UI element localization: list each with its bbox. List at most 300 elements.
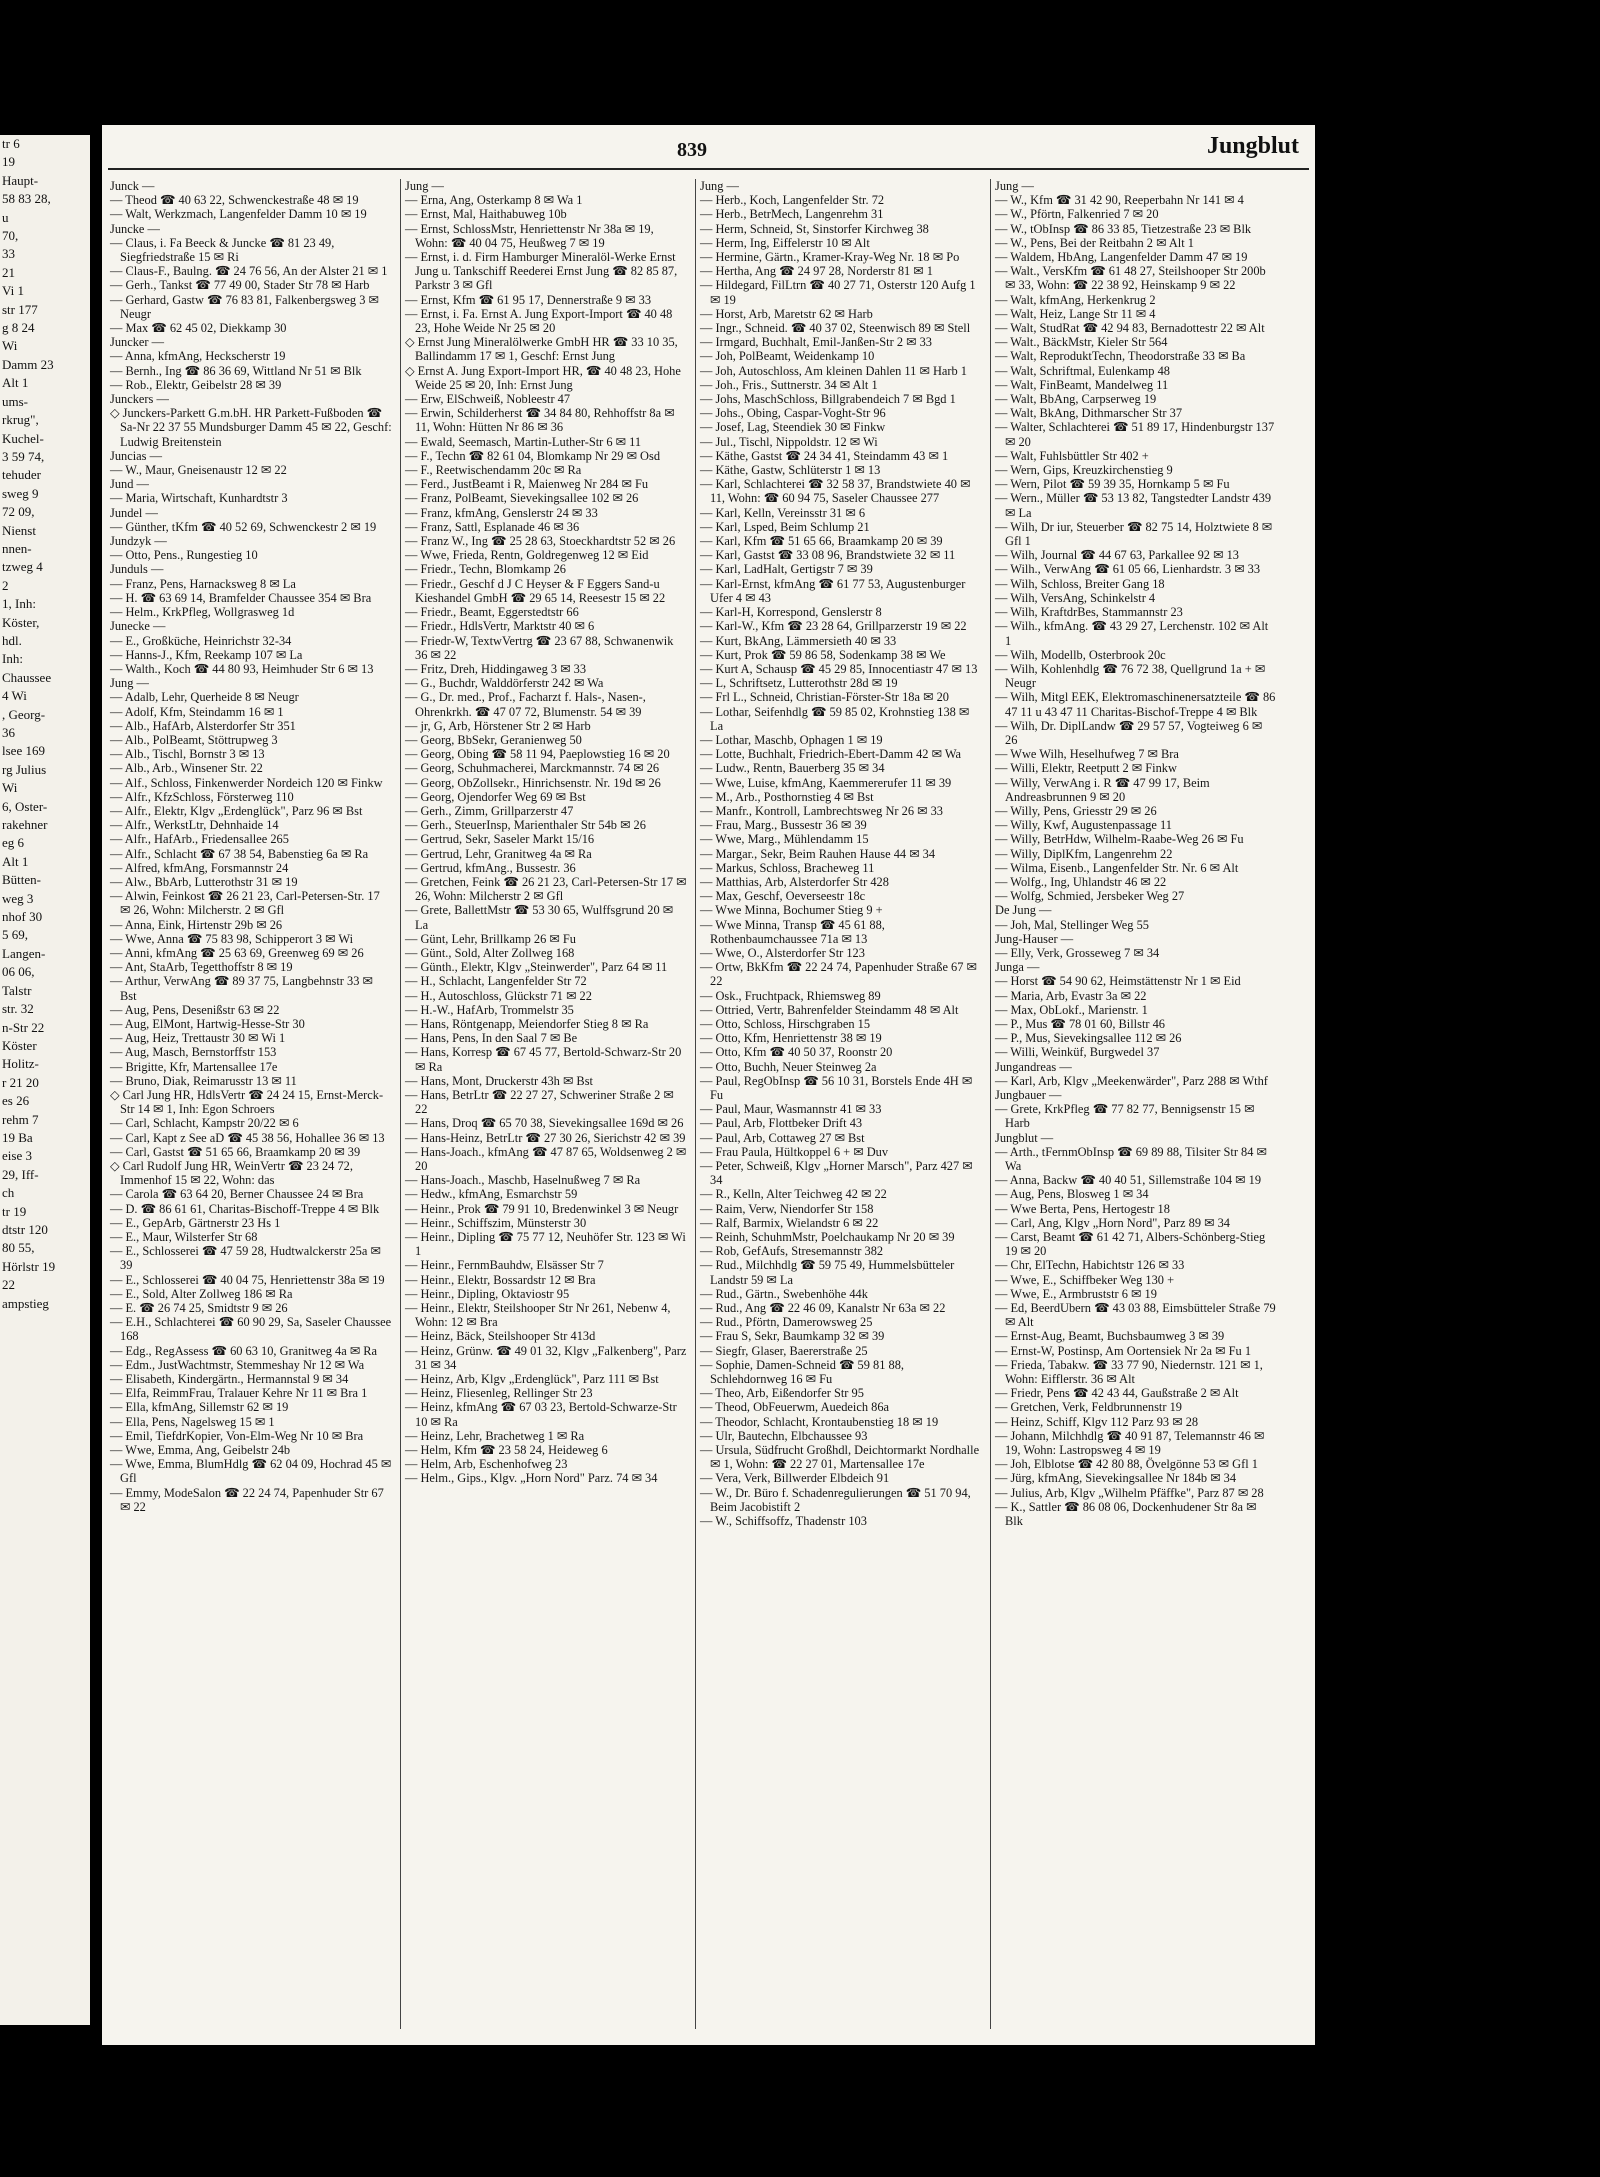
directory-entry: ◇ Junckers-Parkett G.m.bH. HR Parkett-Fußboden ☎ Sa-Nr 22 37 55 Mundsburger Damm 45 ✉ 22, Geschf: Ludwig Breitenstein	[110, 406, 392, 449]
directory-entry: — Alfr., Schlacht ☎ 67 38 54, Babenstieg 6a ✉ Ra	[110, 846, 369, 861]
directory-entry: — Walt., VersKfm ☎ 61 48 27, Steilshooper Str 200b ✉ 33, Wohn: ☎ 22 38 92, Heinskamp 9 ✉ 22	[995, 264, 1266, 293]
directory-entry: — Frl L., Schneid, Christian-Förster-Str 18a ✉ 20	[700, 690, 949, 705]
directory-entry: — P., Mus ☎ 78 01 60, Billstr 46	[995, 1016, 1165, 1031]
directory-entry: Jundel —	[110, 505, 158, 520]
left-page-text-fragment: es 26	[2, 1093, 30, 1109]
left-page-text-fragment: eise 3	[2, 1148, 32, 1164]
directory-entry: — Frieda, Tabakw. ☎ 33 77 90, Niedernstr. 121 ✉ 1, Wohn: Eifflerstr. 36 ✉ Alt	[995, 1357, 1263, 1387]
directory-entry: — Gerhard, Gastw ☎ 76 83 81, Falkenbergsweg 3 ✉ Neugr	[110, 292, 379, 321]
directory-entry: — F., Reetwischendamm 20c ✉ Ra	[405, 463, 582, 478]
directory-entry: — Alb., PolBeamt, Stöttrupweg 3	[110, 732, 278, 747]
directory-entry: — Joh, Autoschloss, Am kleinen Dahlen 11 ✉ Harb 1	[700, 363, 968, 378]
left-page-text-fragment: 70,	[2, 228, 19, 244]
directory-entry: — Karl, Gastst ☎ 33 08 96, Brandstwiete 32 ✉ 11	[700, 548, 956, 563]
directory-entry: — Georg, Obing ☎ 58 11 94, Paeplowstieg 16 ✉ 20	[405, 747, 670, 762]
directory-entry: Juncke —	[110, 221, 160, 236]
directory-entry: — Friedr, Pens ☎ 42 43 44, Gaußstraße 2 ✉ Alt	[995, 1386, 1239, 1401]
directory-entry: — Johs., Obing, Caspar-Voght-Str 96	[700, 406, 886, 421]
column-1	[110, 179, 392, 1514]
directory-entry: ◇ Ernst A. Jung Export-Import HR, ☎ 40 48 23, Hohe Weide 25 ✉ 20, Inh: Ernst Jung	[405, 363, 681, 392]
directory-entry: — Heinz, Arb, Klgv „Erdenglück", Parz 111 ✉ Bst	[405, 1372, 659, 1387]
directory-entry: — Franz, kfmAng, Genslerstr 24 ✉ 33	[405, 505, 598, 520]
directory-entry: Jungblut —	[995, 1130, 1054, 1145]
left-page-text-fragment: ch	[2, 1185, 15, 1201]
directory-entry: — Kurt A, Schausp ☎ 45 29 85, Innocentiastr 47 ✉ 13	[700, 661, 978, 676]
directory-entry: — Hermine, Gärtn., Kramer-Kray-Weg Nr. 18 ✉ Po	[700, 250, 960, 265]
directory-entry: Jungandreas —	[995, 1059, 1072, 1074]
directory-entry: — Wwe, E., Schiffbeker Weg 130 +	[995, 1272, 1175, 1287]
directory-entry: — Aug, Pens, Desenißstr 63 ✉ 22	[110, 1002, 280, 1017]
header-rule	[108, 168, 1309, 170]
directory-entry: — Rud., Pförtn, Damerowsweg 25	[700, 1315, 873, 1330]
left-page-text-fragment: tzweg 4	[2, 559, 43, 575]
directory-entry: — Hans, Korresp ☎ 67 45 77, Bertold-Schwarz-Str 20 ✉ Ra	[405, 1045, 682, 1074]
directory-entry: — Margar., Sekr, Beim Rauhen Hause 44 ✉ 34	[700, 846, 936, 861]
directory-entry: — Karl, Kfm ☎ 51 65 66, Braamkamp 20 ✉ 39	[700, 534, 943, 549]
directory-entry: — Wilh., VerwAng ☎ 61 05 66, Lienhardstr. 3 ✉ 33	[995, 562, 1261, 577]
directory-entry: — Heinz, Grünw. ☎ 49 01 32, Klgv „Falkenberg", Parz 31 ✉ 34	[405, 1343, 687, 1372]
directory-entry: — Walt, Werkzmach, Langenfelder Damm 10 ✉ 19	[110, 207, 367, 222]
directory-entry: — Wern, Gips, Kreuzkirchenstieg 9	[995, 463, 1173, 478]
directory-entry: — Willy, Kwf, Augustenpassage 11	[995, 818, 1172, 833]
directory-entry: — Otto, Kfm ☎ 40 50 37, Roonstr 20	[700, 1045, 893, 1060]
directory-entry: — Ernst, i. d. Firm Hamburger Mineralöl-Werke Ernst Jung u. Tankschiff Reederei Ernst Jung ☎ 82 85 87, Parkstr 3 ✉ Gfl	[405, 250, 678, 293]
directory-entry: — Gretchen, Feink ☎ 26 21 23, Carl-Petersen-Str 17 ✉ 26, Wohn: Milcherstr 2 ✉ Gfl	[405, 874, 687, 904]
directory-entry: — Vera, Verk, Billwerder Elbdeich 91	[700, 1471, 890, 1486]
directory-entry: — Alfr., KfzSchloss, Försterweg 110	[110, 789, 294, 804]
directory-entry: — Kurt, BkAng, Lämmersieth 40 ✉ 33	[700, 633, 897, 648]
directory-entry: — Alb., Arb., Winsener Str. 22	[110, 761, 263, 776]
directory-entry: — Gretchen, Verk, Feldbrunnenstr 19	[995, 1400, 1182, 1415]
left-page-text-fragment: 33	[2, 246, 15, 262]
directory-entry: — Friedr., HdlsVertr, Marktstr 40 ✉ 6	[405, 619, 595, 634]
directory-entry: — W., Pens, Bei der Reitbahn 2 ✉ Alt 1	[995, 235, 1194, 250]
directory-entry: — Elfa, ReimmFrau, Tralauer Kehre Nr 11 ✉ Bra 1	[110, 1386, 368, 1401]
left-page-text-fragment: 3 59 74,	[2, 448, 45, 464]
directory-entry: — F., Techn ☎ 82 61 04, Blomkamp Nr 29 ✉ Osd	[405, 448, 661, 463]
left-page-text-fragment: hdl.	[2, 632, 22, 648]
directory-entry: — Hertha, Ang ☎ 24 97 28, Norderstr 81 ✉ 1	[700, 264, 933, 279]
directory-entry: — Willi, Elektr, Reetputt 2 ✉ Finkw	[995, 761, 1177, 776]
directory-entry: — Julius, Arb, Klgv „Wilhelm Pfäffke", Parz 87 ✉ 28	[995, 1485, 1264, 1500]
directory-entry: ◇ Ernst Jung Mineralölwerke GmbH HR ☎ 33 10 35, Ballindamm 17 ✉ 1, Geschf: Ernst Jung	[405, 335, 678, 364]
directory-entry: — Alw., BbArb, Lutterothstr 31 ✉ 19	[110, 874, 298, 889]
directory-entry: — Wilh., kfmAng. ☎ 43 29 27, Lerchenstr. 102 ✉ Alt 1	[995, 619, 1269, 648]
directory-entry: — Willy, DiplKfm, Langenrehm 22	[995, 846, 1173, 861]
directory-entry: — Adolf, Kfm, Steindamm 16 ✉ 1	[110, 704, 284, 719]
left-page-text-fragment: Holitz-	[2, 1056, 39, 1072]
directory-entry: — Hanns-J., Kfm, Reekamp 107 ✉ La	[110, 647, 303, 662]
directory-entry: — Günt, Lehr, Brillkamp 26 ✉ Fu	[405, 931, 576, 946]
directory-entry: — Gertrud, Lehr, Granitweg 4a ✉ Ra	[405, 846, 592, 861]
directory-entry: ◇ Carl Rudolf Jung HR, WeinVertr ☎ 23 24 72, Immenhof 15 ✉ 22, Wohn: das	[110, 1159, 353, 1188]
directory-entry: — Wilh, Mitgl EEK, Elektromaschinenersatzteile ☎ 86 47 11 u 43 47 11 Charitas-Bischof-Treppe 4 ✉ Blk	[995, 690, 1276, 719]
directory-entry: — Wolfg, Schmied, Jersbeker Weg 27	[995, 889, 1185, 904]
directory-entry: — Alfr., HafArb., Friedensallee 265	[110, 832, 289, 847]
directory-entry: — H., Autoschloss, Glückstr 71 ✉ 22	[405, 988, 592, 1003]
directory-entry: — D. ☎ 86 61 61, Charitas-Bischoff-Treppe 4 ✉ Blk	[110, 1201, 380, 1216]
directory-entry: — Lotte, Buchhalt, Friedrich-Ebert-Damm 42 ✉ Wa	[700, 747, 962, 762]
directory-entry: — Karl, Arb, Klgv „Meekenwärder", Parz 288 ✉ Wthf	[995, 1073, 1268, 1088]
directory-entry: — Peter, Schweiß, Klgv „Horner Marsch", Parz 427 ✉ 34	[700, 1159, 973, 1188]
directory-entry: — Aug, Heiz, Trettaustr 30 ✉ Wi 1	[110, 1031, 286, 1046]
left-page-text-fragment: nhof 30	[2, 909, 43, 925]
directory-entry: Junecke —	[110, 619, 166, 634]
directory-entry: — L, Schriftsetz, Lutterothstr 28d ✉ 19	[700, 676, 898, 691]
directory-entry: — Otto, Pens., Rungestieg 10	[110, 548, 258, 563]
directory-entry: — Günth., Elektr, Klgv „Steinwerder", Parz 64 ✉ 11	[405, 960, 668, 975]
directory-entry: — Erwin, Schilderherst ☎ 34 84 80, Rehhoffstr 8a ✉ 11, Wohn: Hütten Nr 86 ✉ 36	[405, 406, 675, 435]
directory-entry: — Gerh., SteuerInsp, Marienthaler Str 54b ✉ 26	[405, 818, 646, 833]
directory-entry: — E., Maur, Wilsterfer Str 68	[110, 1230, 258, 1245]
directory-entry: — Wwe, Luise, kfmAng, Kaemmererufer 11 ✉ 39	[700, 775, 952, 790]
directory-entry: — Walt, ReproduktTechn, Theodorstraße 33 ✉ Ba	[995, 349, 1246, 364]
directory-entry: — Erna, Ang, Osterkamp 8 ✉ Wa 1	[405, 193, 583, 208]
directory-entry: — Markus, Schloss, Bracheweg 11	[700, 860, 875, 875]
column-divider	[695, 179, 696, 2029]
left-page-text-fragment: str 177	[2, 301, 38, 317]
directory-entry: Juncias —	[110, 448, 162, 463]
directory-entry: — E. ☎ 26 74 25, Smidtstr 9 ✉ 26	[110, 1301, 288, 1316]
directory-entry: — E.H., Schlachterei ☎ 60 90 29, Sa, Saseler Chaussee 168	[110, 1315, 392, 1344]
directory-entry: — Willy, VerwAng i. R ☎ 47 99 17, Beim Andreasbrunnen 9 ✉ 20	[995, 775, 1210, 804]
directory-entry: — Wwe Wilh, Heselhufweg 7 ✉ Bra	[995, 747, 1179, 762]
left-page-text-fragment: eg 6	[2, 835, 25, 851]
directory-entry: — Hans, Droq ☎ 65 70 38, Sievekingsallee 169d ✉ 26	[405, 1116, 684, 1131]
directory-entry: — Anni, kfmAng ☎ 25 63 69, Greenweg 69 ✉ 26	[110, 945, 364, 960]
directory-entry: — Gerh., Zimm, Grillparzerstr 47	[405, 803, 574, 818]
directory-entry: — Ella, Pens, Nagelsweg 15 ✉ 1	[110, 1414, 275, 1429]
directory-entry: — Carola ☎ 63 64 20, Berner Chaussee 24 ✉ Bra	[110, 1187, 364, 1202]
directory-entry: — Georg, Schuhmacherei, Marckmannstr. 74 ✉ 26	[405, 761, 660, 776]
directory-entry: — Helm, Kfm ☎ 23 58 24, Heideweg 6	[405, 1443, 608, 1458]
left-page-text-fragment: weg 3	[2, 890, 34, 906]
directory-entry: — Heinr., Prok ☎ 79 91 10, Bredenwinkel 3 ✉ Neugr	[405, 1201, 679, 1216]
directory-entry: — W., Pförtn, Falkenried 7 ✉ 20	[995, 207, 1159, 222]
directory-entry: Jung —	[995, 179, 1034, 193]
left-page-text-fragment: Nienst	[2, 522, 36, 538]
directory-entry: — jr, G, Arb, Hörstener Str 2 ✉ Harb	[405, 718, 591, 733]
directory-entry: — Fritz, Dreh, Hiddingaweg 3 ✉ 33	[405, 661, 587, 676]
directory-entry: — Ernst, Mal, Haithabuweg 10b	[405, 207, 567, 222]
directory-entry: — Alb., HafArb, Alsterdorfer Str 351	[110, 718, 296, 733]
directory-entry: — Ulr, Bautechn, Elbchaussee 93	[700, 1428, 868, 1443]
directory-entry: — Heinz, Bäck, Steilshooper Str 413d	[405, 1329, 596, 1344]
directory-entry: — Grete, BallettMstr ☎ 53 30 65, Wulffsgrund 20 ✉ La	[405, 903, 674, 932]
left-page-text-fragment: Köster	[2, 1037, 37, 1053]
directory-entry: — Lothar, Maschb, Ophagen 1 ✉ 19	[700, 732, 883, 747]
directory-entry: — Käthe, Gastw, Schlüterstr 1 ✉ 13	[700, 463, 881, 478]
left-page-text-fragment: 21	[2, 264, 15, 280]
left-page-text-fragment: str. 32	[2, 1001, 34, 1017]
directory-entry: — E., Schlosserei ☎ 40 04 75, Henriettenstr 38a ✉ 19	[110, 1272, 385, 1287]
directory-entry: — Hans, Röntgenapp, Meiendorfer Stieg 8 ✉ Ra	[405, 1016, 649, 1031]
directory-entry: — Hans, BetrLtr ☎ 22 27 27, Schweriner Straße 2 ✉ 22	[405, 1088, 674, 1117]
directory-entry: — Maria, Arb, Evastr 3a ✉ 22	[995, 988, 1147, 1003]
directory-entry: — Wilh, Dr. DiplLandw ☎ 29 57 57, Vogteiweg 6 ✉ 26	[995, 718, 1263, 747]
directory-entry: — Franz, Pens, Harnacksweg 8 ✉ La	[110, 576, 296, 591]
left-page-text-fragment: 58 83 28,	[2, 191, 51, 207]
directory-entry: — E., Schlosserei ☎ 47 59 28, Hudtwalckerstr 25a ✉ 39	[110, 1244, 381, 1273]
directory-entry: — Wilh, Schloss, Breiter Gang 18	[995, 576, 1165, 591]
directory-entry: — Wilh, Dr iur, Steuerber ☎ 82 75 14, Holztwiete 8 ✉ Gfl 1	[995, 519, 1273, 549]
directory-entry: — Theod ☎ 40 63 22, Schwenckestraße 48 ✉ 19	[110, 193, 359, 208]
directory-entry: — Claus-F., Baulng. ☎ 24 76 56, An der Alster 21 ✉ 1	[110, 264, 388, 279]
directory-entry: — Herm, Schneid, St, Sinstorfer Kirchweg 38	[700, 221, 929, 236]
left-page-text-fragment: tr 6	[2, 136, 20, 151]
directory-entry: — Walt, Fuhlsbüttler Str 402 +	[995, 448, 1149, 463]
directory-entry: Junduls —	[110, 562, 164, 577]
left-page-text-fragment: tr 19	[2, 1203, 27, 1219]
directory-entry: — Friedr-W, TextwVertrg ☎ 23 67 88, Schwanenwik 36 ✉ 22	[405, 633, 674, 662]
directory-entry: — G., Dr. med., Prof., Facharzt f. Hals-, Nasen-, Ohrenkrkh. ☎ 47 07 72, Blumenstr. 54 ✉ 39	[405, 690, 646, 719]
directory-entry: — Heinr., Schiffszim, Münsterstr 30	[405, 1215, 587, 1230]
directory-entry: — Otto, Kfm, Henriettenstr 38 ✉ 19	[700, 1031, 882, 1046]
directory-entry: — Wwe, Emma, BlumHdlg ☎ 62 04 09, Hochrad 45 ✉ Gfl	[110, 1457, 392, 1486]
left-page-text-fragment: Köster,	[2, 614, 40, 630]
left-page-text-fragment: rg Julius	[2, 761, 47, 777]
directory-entry: — Waldem, HbAng, Langenfelder Damm 47 ✉ 19	[995, 250, 1248, 265]
directory-entry: — Reinh, SchuhmMstr, Poelchaukamp Nr 20 ✉ 39	[700, 1230, 955, 1245]
directory-entry: — Joh, PolBeamt, Weidenkamp 10	[700, 349, 875, 364]
left-page-text-fragment: r 21 20	[2, 1074, 39, 1090]
directory-entry: — Karl-Ernst, kfmAng ☎ 61 77 53, Augustenburger Ufer 4 ✉ 43	[700, 576, 966, 605]
directory-entry: — Herm, Ing, Eiffelerstr 10 ✉ Alt	[700, 235, 870, 250]
directory-entry: — G., Buchdr, Walddörferstr 242 ✉ Wa	[405, 676, 604, 691]
directory-entry: — Joh, Mal, Stellinger Weg 55	[995, 917, 1149, 932]
left-page-text-fragment: tehuder	[2, 467, 41, 483]
directory-entry: — Irmgard, Buchhalt, Emil-Janßen-Str 2 ✉ 33	[700, 335, 932, 350]
left-page-text-fragment: sweg 9	[2, 485, 39, 501]
directory-entry: Jung-Hauser —	[995, 931, 1074, 946]
left-page-text-fragment: 1, Inh:	[2, 596, 36, 612]
directory-entry: — Herb., Koch, Langenfelder Str. 72	[700, 193, 885, 208]
left-page-text-fragment: rakehner	[2, 817, 48, 833]
directory-entry: — Walt., BäckMstr, Kieler Str 564	[995, 335, 1168, 350]
directory-entry: — Max ☎ 62 45 02, Diekkamp 30	[110, 321, 287, 336]
directory-entry: — W., Dr. Büro f. Schadenregulierungen ☎ 51 70 94, Beim Jacobistift 2	[700, 1485, 971, 1514]
directory-entry: — Joh., Fris., Suttnerstr. 34 ✉ Alt 1	[700, 377, 878, 392]
directory-entry: Jundzyk —	[110, 534, 167, 549]
directory-entry: — Anna, Backw ☎ 40 40 51, Sillemstraße 104 ✉ 19	[995, 1173, 1262, 1188]
directory-entry: — Grete, KrkPfleg ☎ 77 82 77, Bennigsenstr 15 ✉ Harb	[995, 1102, 1255, 1131]
directory-entry: — Max, ObLokf., Marienstr. 1	[995, 1002, 1148, 1017]
directory-entry: — Karl-W., Kfm ☎ 23 28 64, Grillparzerstr 19 ✉ 22	[700, 619, 967, 634]
directory-entry: — Aug, Masch, Bernstorffstr 153	[110, 1045, 277, 1060]
directory-entry: — Wwe, O., Alsterdorfer Str 123	[700, 945, 865, 960]
directory-entry: — Carl, Schlacht, Kampstr 20/22 ✉ 6	[110, 1116, 299, 1131]
directory-entry: — Carl, Kapt z See aD ☎ 45 38 56, Hohallee 36 ✉ 13	[110, 1130, 385, 1145]
left-page-text-fragment: dtstr 120	[2, 1221, 48, 1237]
column-divider	[990, 179, 991, 2029]
directory-entry: — Hildegard, FilLtrn ☎ 40 27 71, Osterstr 120 Aufg 1 ✉ 19	[700, 278, 976, 307]
directory-entry: — Anna, kfmAng, Heckscherstr 19	[110, 349, 286, 364]
directory-entry: — Wolfg., Ing, Uhlandstr 46 ✉ 22	[995, 874, 1167, 889]
left-page-text-fragment: u	[2, 209, 9, 225]
directory-entry: — Josef, Lag, Steendiek 30 ✉ Finkw	[700, 420, 886, 435]
directory-entry: — H. ☎ 63 69 14, Bramfelder Chaussee 354 ✉ Bra	[110, 590, 372, 605]
directory-entry: — Ernst-W, Postinsp, Am Oortensiek Nr 2a ✉ Fu 1	[995, 1343, 1252, 1358]
directory-entry: — Helm, Arb, Eschenhofweg 23	[405, 1457, 568, 1472]
running-head: Jungblut	[1206, 133, 1299, 159]
directory-entry: — Karl, Kelln, Vereinsstr 31 ✉ 6	[700, 505, 866, 520]
directory-entry: — E., Großküche, Heinrichstr 32-34	[110, 633, 292, 648]
directory-entry: — Heinr., Elektr, Steilshooper Str Nr 261, Nebenw 4, Wohn: 12 ✉ Bra	[405, 1301, 671, 1330]
directory-entry: — Georg, BbSekr, Geranienweg 50	[405, 732, 582, 747]
directory-entry: — Johann, Milchhdlg ☎ 40 91 87, Telemannstr 46 ✉ 19, Wohn: Lastropsweg 4 ✉ 19	[995, 1428, 1265, 1458]
directory-entry: — Rud., Gärtn., Swebenhöhe 44k	[700, 1286, 868, 1301]
left-page-text-fragment: 19	[2, 154, 15, 170]
directory-entry: — Horst ☎ 54 90 62, Heimstättenstr Nr 1 ✉ Eid	[995, 974, 1241, 989]
directory-entry: — Wilh, Kohlenhdlg ☎ 76 72 38, Quellgrund 1a + ✉ Neugr	[995, 661, 1266, 691]
directory-entry: — Rob., Elektr, Geibelstr 28 ✉ 39	[110, 377, 282, 392]
directory-entry: — Alfr., Elektr, Klgv „Erdenglück", Parz 96 ✉ Bst	[110, 803, 363, 818]
directory-entry: — Walt, FinBeamt, Mandelweg 11	[995, 377, 1169, 392]
directory-entry: — Wern, Pilot ☎ 59 39 35, Hornkamp 5 ✉ Fu	[995, 477, 1230, 492]
left-page-text-fragment: ums-	[2, 393, 28, 409]
directory-entry: — Günther, tKfm ☎ 40 52 69, Schwenckestr 2 ✉ 19	[110, 519, 377, 534]
directory-entry: — Erw, ElSchweiß, Nobleestr 47	[405, 392, 571, 407]
left-page-text-fragment: Alt 1	[2, 853, 29, 869]
directory-entry: — Walt, Schriftmal, Eulenkamp 48	[995, 363, 1170, 378]
directory-entry: — Johs, MaschSchloss, Billgrabendeich 7 ✉ Bgd 1	[700, 392, 956, 407]
directory-entry: — Friedr., Techn, Blomkamp 26	[405, 562, 566, 577]
left-page-text-fragment: Bütten-	[2, 872, 41, 888]
column-2	[405, 179, 687, 1486]
directory-entry: Jung —	[700, 179, 739, 193]
directory-entry: — Brigitte, Kfr, Martensallee 17e	[110, 1059, 278, 1074]
directory-entry: — Hans-Joach., Maschb, Haselnußweg 7 ✉ Ra	[405, 1173, 641, 1188]
directory-entry: Junckers —	[110, 392, 169, 407]
directory-entry: — K., Sattler ☎ 86 08 06, Dockenhudener Str 8a ✉ Blk	[995, 1499, 1257, 1529]
directory-entry: — Kurt, Prok ☎ 59 86 58, Sodenkamp 38 ✉ We	[700, 647, 946, 662]
directory-entry: — P., Mus, Sievekingsallee 112 ✉ 26	[995, 1031, 1182, 1046]
directory-entry: — Maria, Wirtschaft, Kunhardtstr 3	[110, 491, 288, 506]
directory-entry: — Wilh, KraftdrBes, Stammannstr 23	[995, 605, 1183, 620]
directory-entry: — Willi, Weinküf, Burgwedel 37	[995, 1045, 1160, 1060]
directory-entry: — Friedr., Geschf d J C Heyser & F Eggers Sand-u Kieshandel GmbH ☎ 29 65 14, Reesestr 15 ✉ 22	[405, 576, 666, 605]
directory-entry: — Gertrud, Sekr, Saseler Markt 15/16	[405, 832, 595, 847]
directory-entry: — Bernh., Ing ☎ 86 36 69, Wittland Nr 51 ✉ Blk	[110, 363, 362, 378]
directory-entry: — Franz, PolBeamt, Sievekingsallee 102 ✉ 26	[405, 491, 639, 506]
directory-entry: — Emmy, ModeSalon ☎ 22 24 74, Papenhuder Str 67 ✉ 22	[110, 1485, 384, 1514]
directory-entry: — Helm., Gips., Klgv. „Horn Nord" Parz. 74 ✉ 34	[405, 1471, 658, 1486]
directory-entry: — Wwe Berta, Pens, Hertogestr 18	[995, 1201, 1170, 1216]
directory-entry: — Otto, Buchh, Neuer Steinweg 2a	[700, 1059, 877, 1074]
directory-entry: — Chr, ElTechn, Habichtstr 126 ✉ 33	[995, 1258, 1185, 1273]
left-page-text-fragment: rkrug",	[2, 412, 39, 428]
directory-entry: — Walt, kfmAng, Herkenkrug 2	[995, 292, 1156, 307]
directory-entry: — Aug, ElMont, Hartwig-Hesse-Str 30	[110, 1016, 305, 1031]
directory-entry: — W., tObInsp ☎ 86 33 85, Tietzestraße 23 ✉ Blk	[995, 221, 1252, 236]
left-page-text-fragment: nnen-	[2, 540, 32, 556]
left-page-text-fragment: lsee 169	[2, 743, 45, 759]
directory-entry: — Alfr., WerkstLtr, Dehnhaide 14	[110, 818, 279, 833]
directory-entry: — Raim, Verw, Niendorfer Str 158	[700, 1201, 874, 1216]
left-page-fragment	[0, 135, 90, 2025]
left-page-text-fragment: 4 Wi	[2, 688, 27, 704]
column-3	[700, 179, 982, 1528]
left-page-text-fragment: 80 55,	[2, 1240, 35, 1256]
directory-entry: — Otto, Schloss, Hirschgraben 15	[700, 1016, 871, 1031]
directory-entry: — Arthur, VerwAng ☎ 89 37 75, Langbehnstr 33 ✉ Bst	[110, 974, 373, 1003]
directory-entry: — Max, Geschf, Oeverseestr 18c	[700, 889, 866, 904]
directory-entry: — Georg, Ojendorfer Weg 69 ✉ Bst	[405, 789, 586, 804]
directory-entry: — Emil, TiefdrKopier, Von-Elm-Weg Nr 10 ✉ Bra	[110, 1428, 364, 1443]
left-page-text-fragment: rehm 7	[2, 1111, 39, 1127]
directory-entry: — Herb., BetrMech, Langenrehm 31	[700, 207, 884, 222]
directory-entry: — Heinr., Elektr, Bossardstr 12 ✉ Bra	[405, 1272, 596, 1287]
directory-entry: — Ernst, Kfm ☎ 61 95 17, Dennerstraße 9 ✉ 33	[405, 292, 652, 307]
left-page-text-fragment: 6, Oster-	[2, 798, 48, 814]
directory-entry: Jung —	[110, 676, 149, 691]
directory-entry: — Ingr., Schneid. ☎ 40 37 02, Steenwisch 89 ✉ Stell	[700, 321, 971, 336]
page-number: 839	[677, 139, 707, 161]
directory-entry: — Ed, BeerdUbern ☎ 43 03 88, Eimsbütteler Straße 79 ✉ Alt	[995, 1301, 1276, 1330]
directory-entry: — Edg., RegAssess ☎ 60 63 10, Granitweg 4a ✉ Ra	[110, 1343, 378, 1358]
directory-entry: — Carst, Beamt ☎ 61 42 71, Albers-Schönberg-Stieg 19 ✉ 20	[995, 1230, 1266, 1259]
directory-entry: Jungbauer —	[995, 1088, 1062, 1102]
directory-entry: — Elly, Verk, Grosseweg 7 ✉ 34	[995, 945, 1160, 960]
directory-entry: — W., Schiffsoffz, Thadenstr 103	[700, 1514, 867, 1529]
directory-entry: ◇ Carl Jung HR, HdlsVertr ☎ 24 24 15, Ernst-Merck-Str 14 ✉ 1, Inh: Egon Schroers	[110, 1088, 384, 1117]
directory-entry: — Alf., Schloss, Finkenwerder Nordeich 120 ✉ Finkw	[110, 775, 383, 790]
directory-entry: De Jung —	[995, 903, 1052, 918]
left-page-text-fragment: Wi	[2, 780, 18, 796]
directory-entry: — Walth., Koch ☎ 44 80 93, Heimhuder Str 6 ✉ 13	[110, 661, 374, 676]
directory-entry: — Hedw., kfmAng, Esmarchstr 59	[405, 1187, 578, 1202]
directory-entry: — Karl-H, Korrespond, Genslerstr 8	[700, 605, 882, 620]
directory-entry: — Friedr., Beamt, Eggerstedtstr 66	[405, 605, 579, 620]
directory-entry: — Wilma, Eisenb., Langenfelder Str. Nr. 6 ✉ Alt	[995, 860, 1239, 875]
directory-entry: — Heinr., Dipling, Oktaviostr 95	[405, 1286, 570, 1301]
directory-entry: — Sophie, Damen-Schneid ☎ 59 81 88, Schlehdornweg 16 ✉ Fu	[700, 1357, 905, 1387]
left-page-text-fragment: n-Str 22	[2, 1019, 45, 1035]
directory-entry: — Walt, BbAng, Carpserweg 19	[995, 392, 1157, 407]
left-page-text-fragment: ampstieg	[2, 1295, 49, 1311]
directory-entry: — Karl, LadHalt, Gertigstr 7 ✉ 39	[700, 562, 873, 577]
directory-entry: — Gertrud, kfmAng., Bussestr. 36	[405, 860, 576, 875]
directory-entry: Junck —	[110, 179, 155, 193]
directory-entry: — Arth., tFernmObInsp ☎ 69 89 88, Tilsiter Str 84 ✉ Wa	[995, 1144, 1267, 1174]
directory-entry: — Wwe, Anna ☎ 75 83 98, Schipperort 3 ✉ Wi	[110, 931, 354, 946]
directory-entry: — Wwe Minna, Bochumer Stieg 9 +	[700, 903, 883, 918]
left-page-text-fragment: Haupt-	[2, 172, 39, 188]
directory-entry: — Theod, ObFeuerwm, Auedeich 86a	[700, 1400, 890, 1415]
left-page-text-fragment: Alt 1	[2, 375, 29, 391]
left-page-text-fragment: Kuchel-	[2, 430, 44, 446]
directory-entry: — Ferd., JustBeamt i R, Maienweg Nr 284 ✉ Fu	[405, 477, 649, 492]
directory-entry: — Bruno, Diak, Reimarusstr 13 ✉ 11	[110, 1073, 297, 1088]
directory-entry: — H.-W., HafArb, Trommelstr 35	[405, 1002, 574, 1017]
directory-entry: — Wern., Müller ☎ 53 13 82, Tangstedter Landstr 439 ✉ La	[995, 491, 1272, 520]
directory-entry: — Ernst, SchlossMstr, Henriettenstr Nr 38a ✉ 19, Wohn: ☎ 40 04 75, Heußweg 7 ✉ 19	[405, 221, 654, 250]
directory-entry: — Anna, Eink, Hirtenstr 29b ✉ 26	[110, 917, 283, 932]
directory-entry: Jung —	[405, 179, 444, 193]
directory-entry: — Frau, Marg., Bussestr 36 ✉ 39	[700, 818, 867, 833]
directory-entry: — Elisabeth, Kindergärtn., Hermannstal 9 ✉ 34	[110, 1372, 349, 1387]
directory-entry: — Wilh, VersAng, Schinkelstr 4	[995, 590, 1156, 605]
directory-entry: — Matthias, Arb, Alsterdorfer Str 428	[700, 874, 889, 889]
directory-entry: — Paul, Arb, Flottbeker Drift 43	[700, 1116, 863, 1131]
directory-entry: — Heinz, Fliesenleg, Rellinger Str 23	[405, 1386, 593, 1401]
left-page-text-fragment: 2	[2, 577, 9, 593]
directory-entry: — Franz, Sattl, Esplanade 46 ✉ 36	[405, 519, 580, 534]
directory-entry: — Siegfr, Glaser, Baererstraße 25	[700, 1343, 868, 1358]
directory-entry: — Wwe, E., Armbruststr 6 ✉ 19	[995, 1286, 1157, 1301]
directory-entry: — Karl, Lsped, Beim Schlump 21	[700, 519, 870, 534]
directory-entry: — Edm., JustWachtmstr, Stemmeshay Nr 12 ✉ Wa	[110, 1357, 365, 1372]
